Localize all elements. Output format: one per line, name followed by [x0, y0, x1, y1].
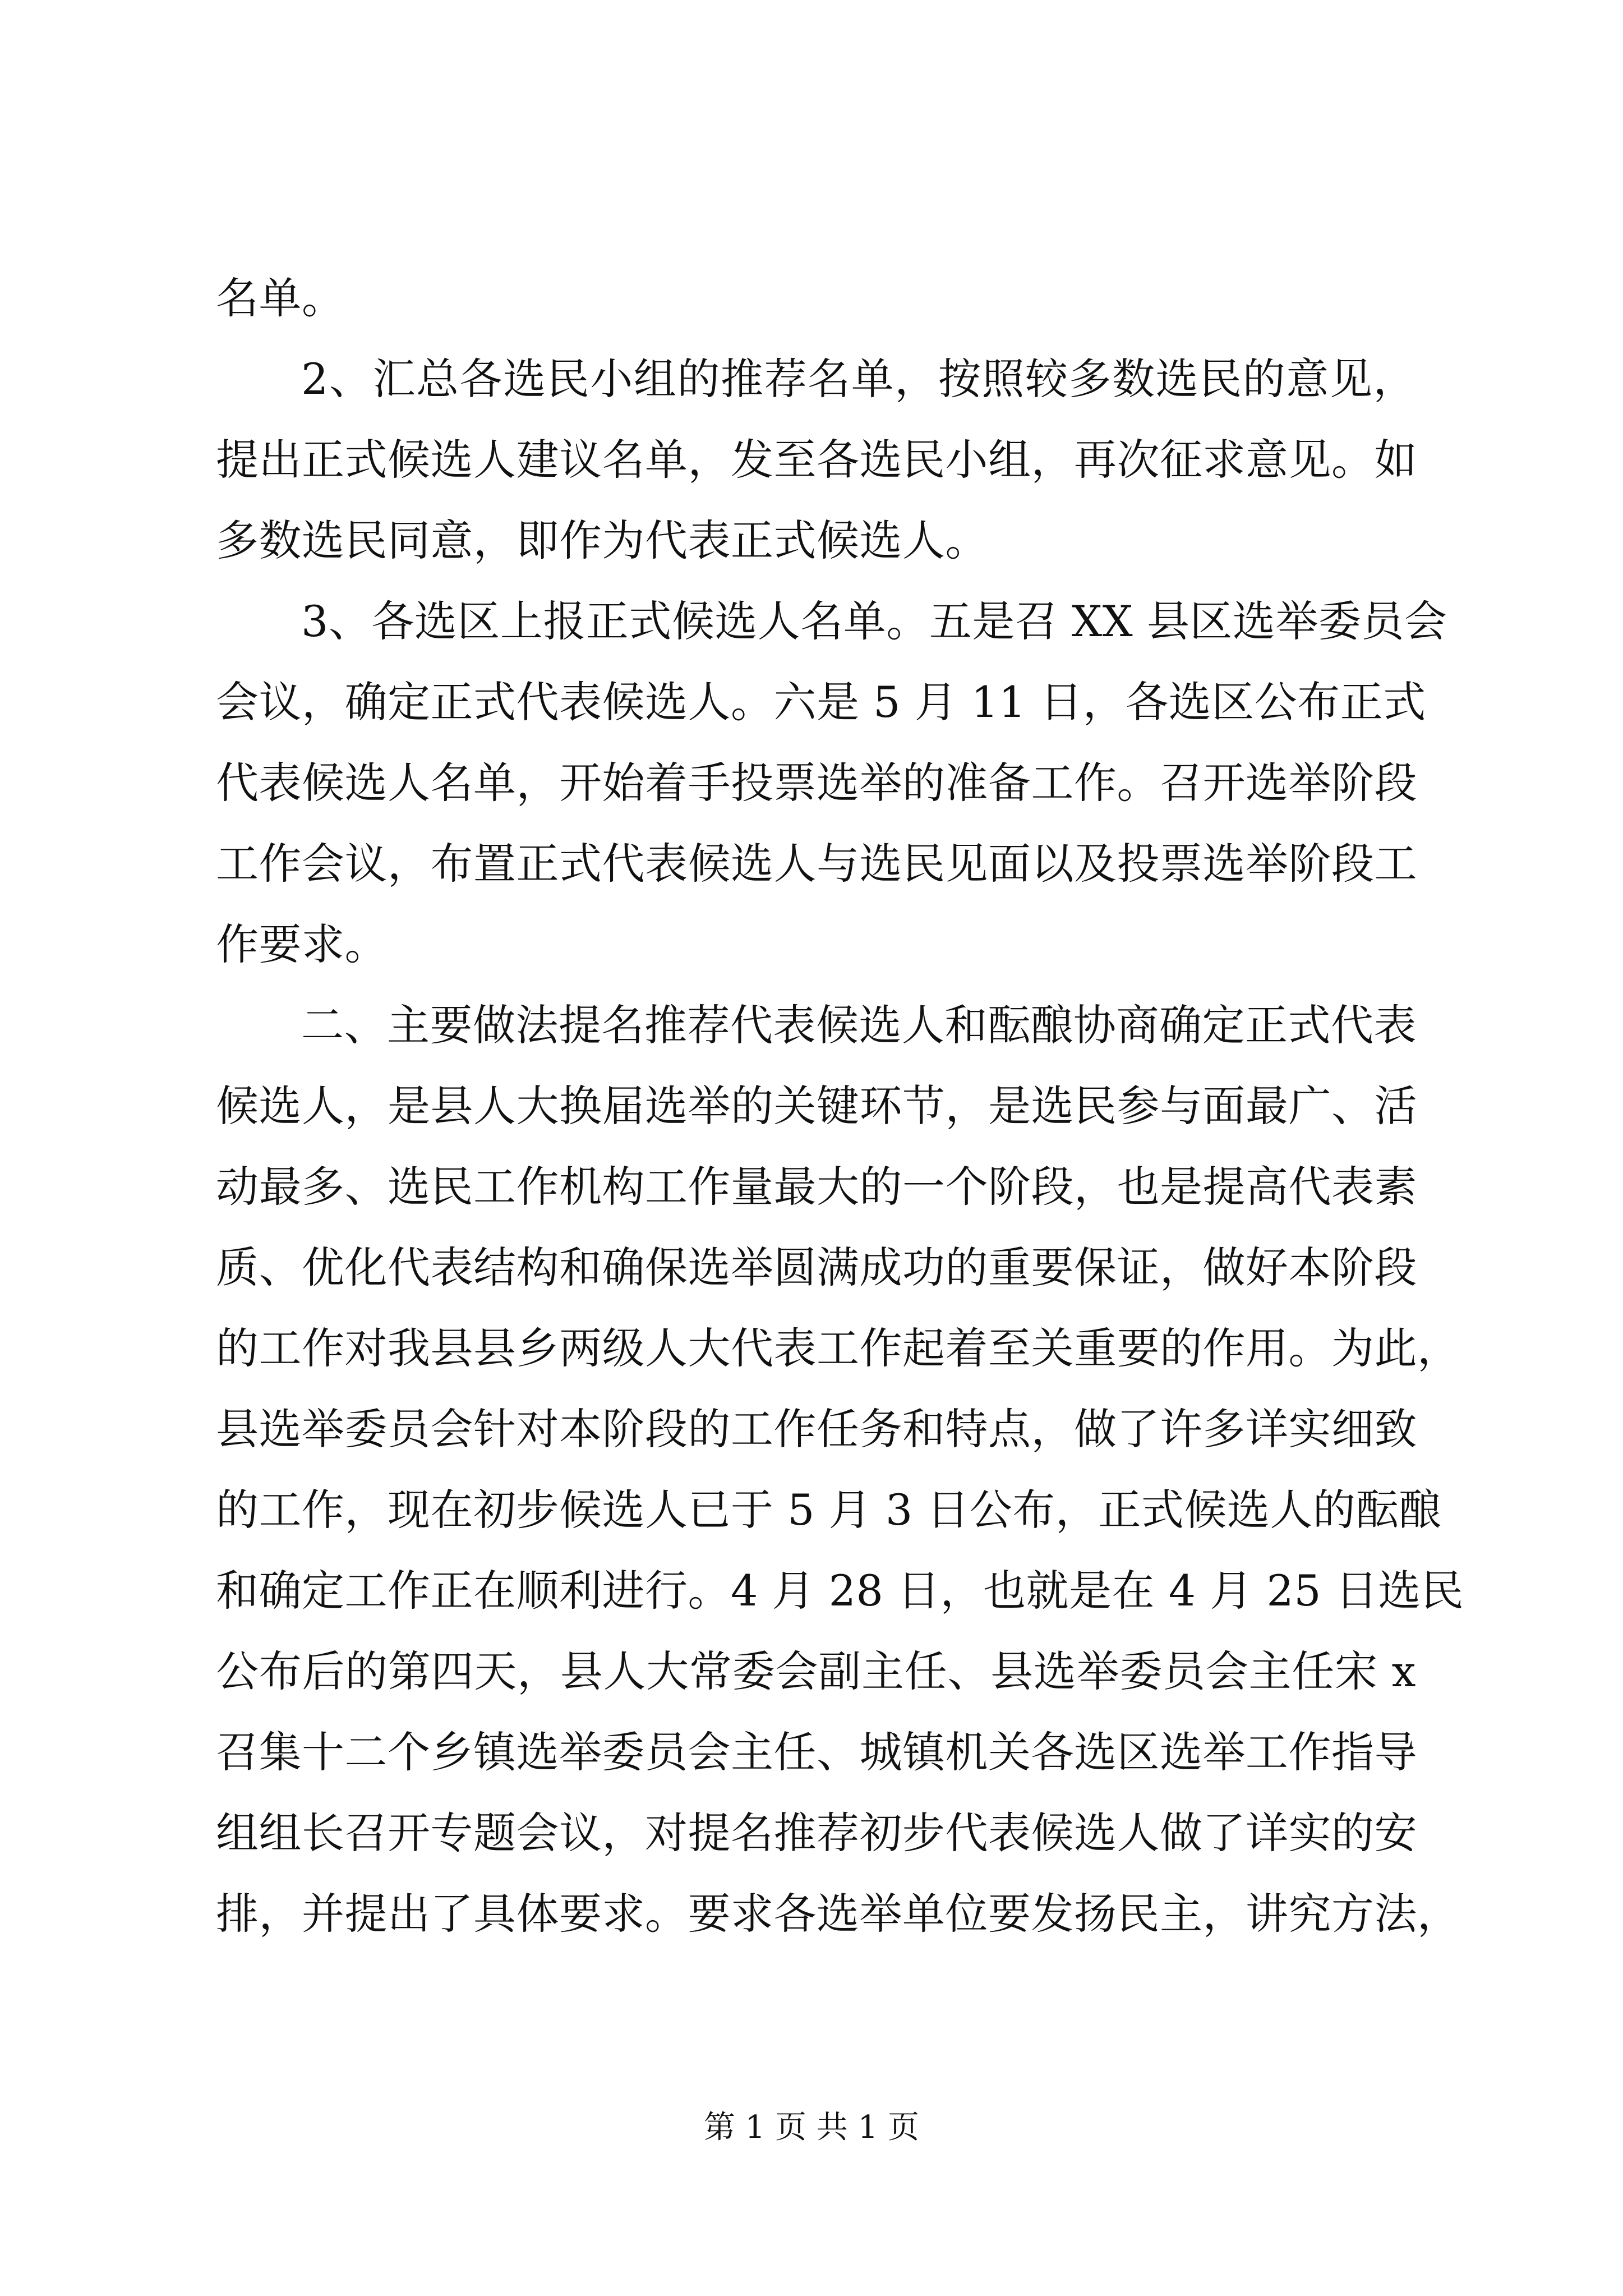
text-line: 工作会议，布置正式代表候选人与选民见面以及投票选举阶段工 [216, 839, 1417, 889]
text-line: 排，并提出了具体要求。要求各选举单位要发扬民主，讲究方法， [216, 1889, 1460, 1939]
text-line: 3、各选区上报正式候选人名单。五是召 XX 县区选举委员会 [301, 596, 1447, 646]
text-line: 的工作对我县县乡两级人大代表工作起着至关重要的作用。为此， [216, 1323, 1460, 1373]
text-line: 动最多、选民工作机构工作量最大的一个阶段，也是提高代表素 [216, 1162, 1417, 1212]
document-body [216, 258, 1464, 1954]
text-line: 名单。 [216, 273, 345, 323]
text-line: 县选举委员会针对本阶段的工作任务和特点，做了许多详实细致 [216, 1404, 1417, 1454]
text-line: 会议，确定正式代表候选人。六是 5 月 11 日，各选区公布正式 [216, 677, 1426, 727]
text-line: 候选人，是县人大换届选举的关键环节，是选民参与面最广、活 [216, 1081, 1417, 1131]
text-line: 组组长召开专题会议，对提名推荐初步代表候选人做了详实的安 [216, 1808, 1417, 1858]
text-line: 二、主要做法提名推荐代表候选人和酝酿协商确定正式代表 [301, 1000, 1417, 1050]
text-line: 代表候选人名单，开始着手投票选举的准备工作。召开选举阶段 [216, 758, 1417, 808]
text-line: 2、汇总各选民小组的推荐名单，按照较多数选民的意见， [301, 354, 1416, 404]
text-line: 公布后的第四天，县人大常委会副主任、县选举委员会主任宋 x [216, 1646, 1416, 1696]
text-line: 质、优化代表结构和确保选举圆满成功的重要保证，做好本阶段 [216, 1243, 1417, 1292]
page-footer: 第 1 页 共 1 页 [703, 2109, 920, 2146]
text-line: 的工作，现在初步候选人已于 5 月 3 日公布，正式候选人的酝酿 [216, 1485, 1442, 1535]
text-line: 和确定工作正在顺利进行。4 月 28 日，也就是在 4 月 25 日选民 [216, 1566, 1464, 1616]
text-line: 多数选民同意，即作为代表正式候选人。 [216, 516, 988, 565]
text-line: 召集十二个乡镇选举委员会主任、城镇机关各选区选举工作指导 [216, 1727, 1417, 1777]
text-line: 提出正式候选人建议名单，发至各选民小组，再次征求意见。如 [216, 435, 1417, 485]
text-line: 作要求。 [216, 919, 388, 969]
